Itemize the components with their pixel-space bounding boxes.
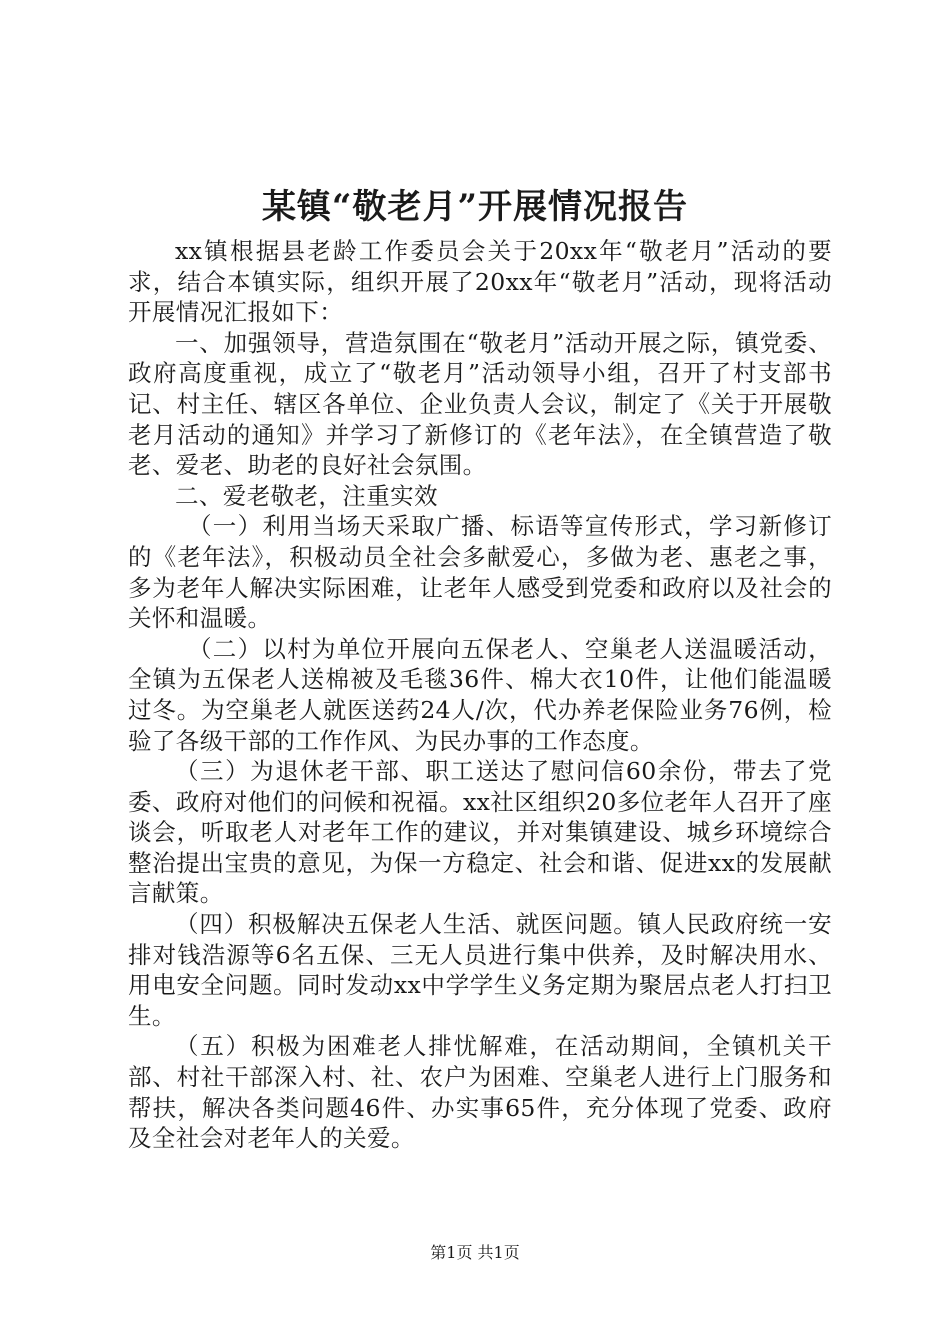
page-number-footer: 第1页 共1页 (430, 1243, 520, 1262)
item-one-paragraph: （一）利用当场天采取广播、标语等宣传形式，学习新修订的《老年法》，积极动员全社会多献爱心，多做为老、惠老之事，多为老年人解决实际困难，让老年人感受到党委和政府以及社会的关怀和温暖。 (128, 512, 832, 633)
item-two-paragraph: （二）以村为单位开展向五保老人、空巢老人送温暖活动，全镇为五保老人送棉被及毛毯36件、棉大衣10件，让他们能温暖过冬。为空巢老人就医送药24人/次，代办养老保险业务76例，检验了各级干部的工作作风、为民办事的工作态度。 (128, 634, 832, 755)
item-five-paragraph: （五）积极为困难老人排忧解难，在活动期间，全镇机关干部、村社干部深入村、社、农户为困难、空巢老人进行上门服务和帮扶，解决各类问题46件、办实事65件，充分体现了党委、政府及全社会对老年人的关爱。 (128, 1032, 832, 1153)
intro-paragraph: xx镇根据县老龄工作委员会关于20xx年“敬老月”活动的要求，结合本镇实际，组织开展了20xx年“敬老月”活动，现将活动开展情况汇报如下： (128, 237, 832, 327)
item-four-paragraph: （四）积极解决五保老人生活、就医问题。镇人民政府统一安排对钱浩源等6名五保、三无人员进行集中供养，及时解决用水、用电安全问题。同时发动xx中学学生义务定期为聚居点老人打扫卫生。 (128, 910, 832, 1030)
section-one-paragraph: 一、加强领导，营造氛围在“敬老月”活动开展之际，镇党委、政府高度重视，成立了“敬老月”活动领导小组，召开了村支部书记、村主任、辖区各单位、企业负责人会议，制定了《关于开展敬老月活动的通知》并学习了新修订的《老年法》，在全镇营造了敬老、爱老、助老的良好社会氛围。 (128, 328, 832, 480)
document-body (128, 236, 832, 1154)
item-three-paragraph: （三）为退休老干部、职工送达了慰问信60余份，带去了党委、政府对他们的问候和祝福。xx社区组织20多位老年人召开了座谈会，听取老人对老年工作的建议，并对集镇建设、城乡环境综合整治提出宝贵的意见，为保一方稳定、社会和谐、促进xx的发展献言献策。 (128, 757, 832, 908)
section-two-heading: 二、爱老敬老，注重实效 (175, 481, 438, 510)
document-title: 某镇“敬老月”开展情况报告 (261, 187, 689, 227)
